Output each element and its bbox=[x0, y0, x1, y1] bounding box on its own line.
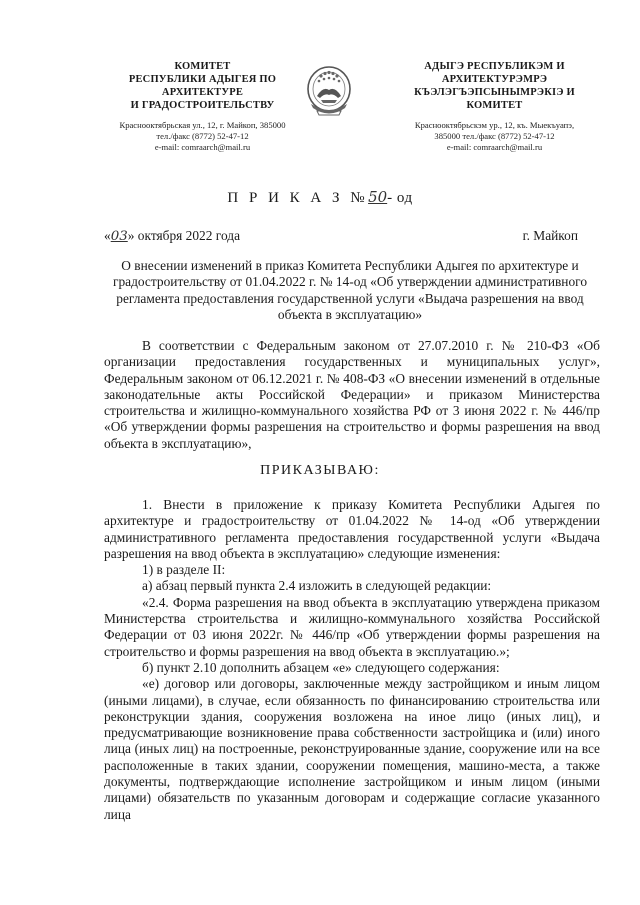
date-quote: « bbox=[104, 228, 111, 243]
address-line: Краснооктябрьская ул., 12, г. Майкоп, 385000 bbox=[119, 120, 286, 130]
date-line bbox=[104, 228, 592, 244]
order-number: 50 bbox=[368, 188, 388, 206]
address-ru bbox=[100, 120, 305, 153]
coat-of-arms-icon bbox=[303, 62, 355, 124]
date-day: 03 bbox=[110, 229, 128, 244]
order-suffix: - од bbox=[387, 190, 413, 206]
order-directive: ПРИКАЗЫВАЮ: bbox=[260, 463, 380, 478]
paragraph: 1. Внести в приложение к приказу Комитета Республики Адыгея по архитектуре и градостроительству от 01.04.2022 № 14-од «Об утверждении административного регламента предоставления государственной услуги «Выдача разрешения на ввод объекта в эксплуатацию» следующие изменения: bbox=[104, 497, 600, 561]
paragraph: б) пункт 2.10 дополнить абзацем «е» следующего содержания: bbox=[142, 659, 500, 675]
order-subject: О внесении изменений в приказ Комитета Республики Адыгея по архитектуре и градостроительству от 01.04.2022 г. № 14-од «Об утверждении административного регламента предоставления государственной услуги «Выдача разрешения на ввод объекта в эксплуатацию» bbox=[112, 258, 588, 322]
org-line: КОМИТЕТ bbox=[466, 100, 523, 111]
address-adyghe bbox=[392, 120, 597, 153]
paragraph: «2.4. Форма разрешения на ввод объекта в эксплуатацию утверждена приказом Министерства строительства и жилищно-коммунального хозяйства Российской Федерации от 03 июня 2022г. № 446/пр «Об утверждении формы разрешения на строительство и формы разрешения на ввод объекта в эксплуатацию.»; bbox=[104, 594, 600, 659]
paragraph: «е) договор или договоры, заключенные между застройщиком и иным лицом (иными лицами), в случае, если обязанность по финансированию строительства или реконструкции здания, сооружения возложена на иное лицо (иных лиц), и предусматривающие возникновение права собственности застройщика и (или) иного лица (иных лиц) на построенные, реконструированные здание, сооружение или на все расположенные в таких здании, сооружении помещения, машино-места, а также документы, подтверждающие исполнение застройщиком и иным лицом (иными лицами) обязательств по указанным договорам и содержащие согласие указанного лица bbox=[104, 676, 600, 822]
provisions-block bbox=[104, 497, 600, 823]
org-line: КОМИТЕТ bbox=[174, 61, 231, 72]
org-line: КЪЭЛЭГЪЭПСЫНЫМРЭКIЭ И bbox=[414, 87, 575, 98]
address-line: Краснооктябрьскэм ур., 12, къ. Мыекъуапэ, bbox=[414, 120, 575, 130]
email-line: e-mail: comraarch@mail.ru bbox=[154, 142, 251, 152]
preamble-paragraph: В соответствии с Федеральным законом от 27.07.2010 г. № 210-ФЗ «Об организации предоставления государственных и муниципальных услуг», Федеральным законом от 06.12.2021 г. № 408-ФЗ «О внесении изменений в отдельные законодательные акты Российской Федерации» и приказом Министерства строительства и жилищно-коммунального хозяйства РФ от 3 июня 2022 г. № 446/пр «Об утверждении формы разрешения на строительство и формы разрешения на ввод объекта в эксплуатацию», bbox=[104, 338, 600, 451]
org-name-adyghe bbox=[392, 60, 597, 112]
org-line: АРХИТЕКТУРЭМРЭ bbox=[441, 74, 548, 85]
org-line: АДЫГЭ РЕСПУБЛИКЭМ И bbox=[424, 61, 565, 72]
header-left bbox=[100, 60, 305, 153]
org-line: РЕСПУБЛИКИ АДЫГЕЯ ПО bbox=[128, 74, 277, 85]
paragraph: а) абзац первый пункта 2.4 изложить в следующей редакции: bbox=[142, 578, 492, 594]
paragraph: 1) в разделе II: bbox=[142, 562, 226, 578]
order-title-word: П Р И К А З № bbox=[227, 190, 369, 206]
address-line: тел./факс (8772) 52-47-12 bbox=[156, 131, 249, 141]
date-month-year: » октября 2022 года bbox=[127, 228, 241, 243]
city-name: г. Майкоп bbox=[522, 228, 578, 243]
order-title bbox=[0, 188, 640, 207]
org-line: АРХИТЕКТУРЕ bbox=[161, 87, 244, 98]
email-line: e-mail: comraarch@mail.ru bbox=[446, 142, 543, 152]
address-line: 385000 тел./факс (8772) 52-47-12 bbox=[434, 131, 555, 141]
org-line: И ГРАДОСТРОИТЕЛЬСТВУ bbox=[130, 100, 275, 111]
header-right bbox=[392, 60, 597, 153]
org-name-ru bbox=[100, 60, 305, 112]
preamble-block bbox=[104, 338, 600, 452]
